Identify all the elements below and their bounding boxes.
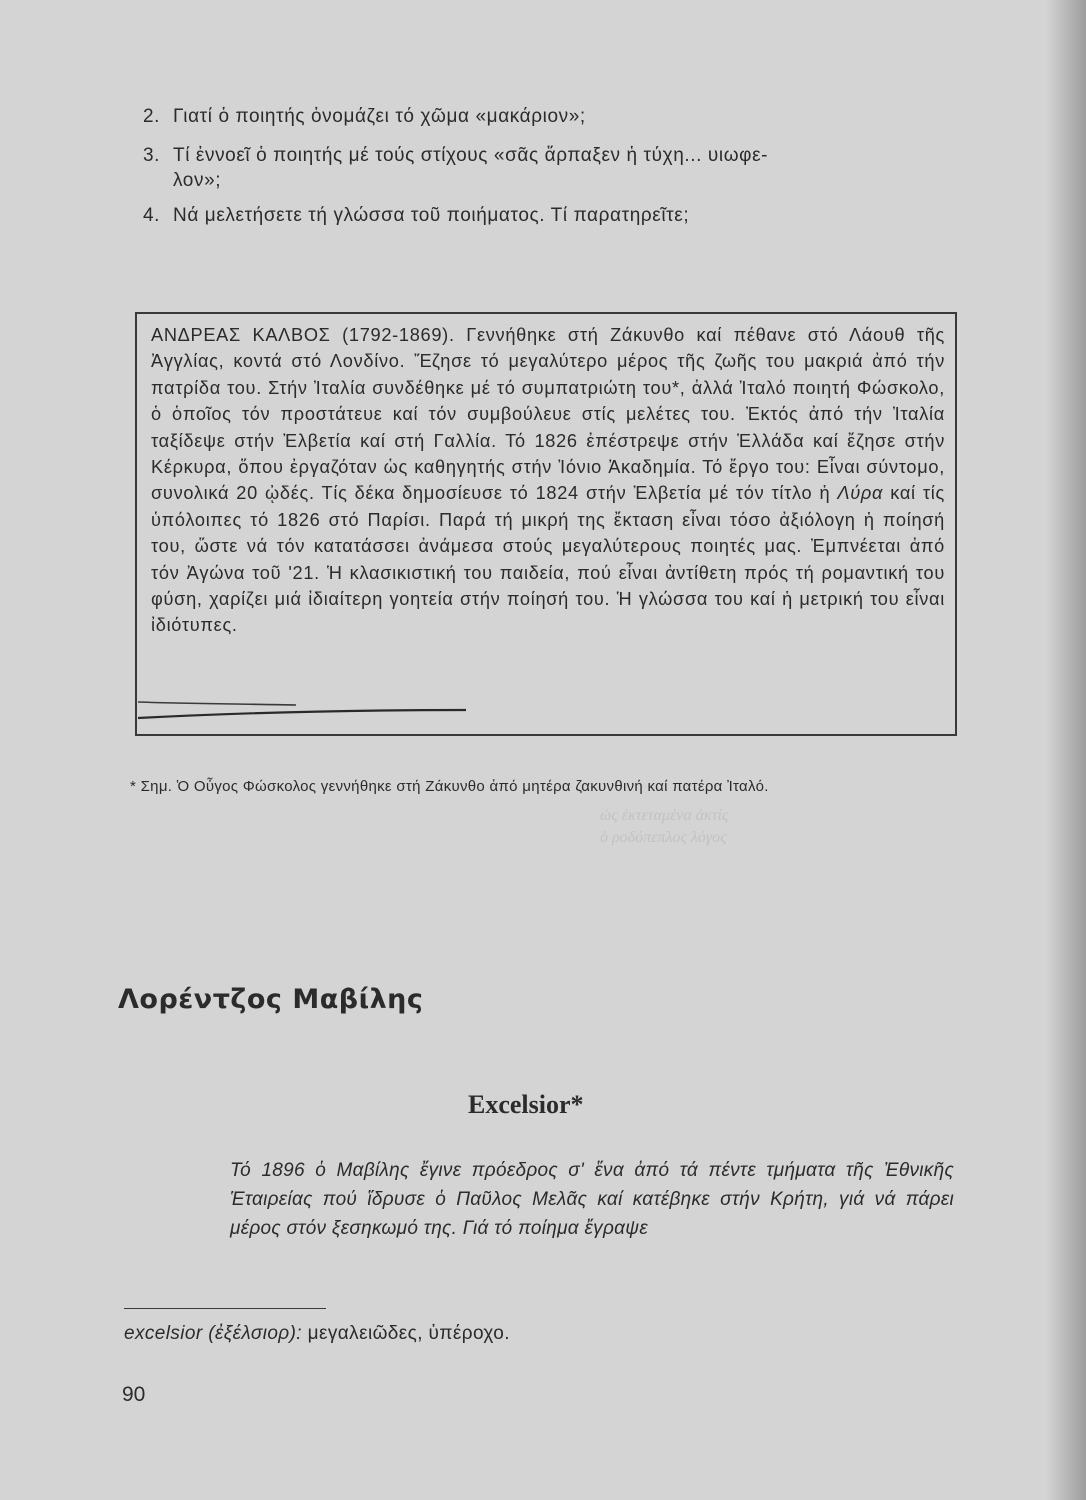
glossary-definition: μεγαλειῶδες, ὑπέροχο.	[307, 1323, 510, 1344]
pen-underline-mark	[136, 688, 466, 728]
poem-title: Excelsior*	[468, 1090, 584, 1119]
question-4	[143, 203, 689, 228]
glossary-note	[124, 1323, 510, 1345]
footnote: * Σημ. Ὁ Οὖγος Φώσκολος γεννήθηκε στή Ζάκυνθο ἀπό μητέρα ζακυνθινή καί πατέρα Ἰταλό.	[130, 778, 769, 795]
bleed-through: ὡς ἐκτεταμένα ἀκτίς ὁ ροδόπεπλος λόγος	[600, 807, 729, 846]
question-3	[143, 143, 768, 193]
biography-text-part2: καί τίς ὑπόλοιπες τό 1826 στό Παρίσι. Παρά τή μικρή της ἔκταση εἶναι τόσο ἀξιόλογη ἡ ποίησή του, ὥστε νά τόν κατατάσσει ἀνάμεσα στούς μεγαλύτερους ποιητές μας. Ἐμπνέεται ἀπό τόν Ἀγώνα τοῦ '21. Ἡ κλασικιστική του παιδεία, πού εἶναι ἀντίθετη πρός τή ρομαντική του φύση, χαρίζει μιά ἰδιαίτερη γοητεία στήν ποίησή του. Ἡ γλώσσα του καί ἡ μετρική του εἶναι ἰδιότυπες.	[151, 483, 945, 636]
question-number: 3.	[143, 145, 161, 166]
biography-text-part1: ΑΝΔΡΕΑΣ ΚΑΛΒΟΣ (1792-1869). Γεννήθηκε στή Ζάκυνθο καί πέθανε στό Λάουθ τῆς Ἀγγλίας, κοντά στό Λονδίνο. Ἔζησε τό μεγαλύτερο μέρος τῆς ζωῆς του μακριά ἀπό τήν πατρίδα του. Στήν Ἰταλία συνδέθηκε μέ τό συμπατριώτη του*, ἀλλά Ἰταλό ποιητή Φώσκολο, ὁ ὁποῖος τόν προστάτευε καί τόν συμβούλευε στίς μελέτες του. Ἐκτός ἀπό τήν Ἰταλία ταξίδεψε στήν Ἐλβετία καί στή Γαλλία. Τό 1826 ἐπέστρεψε στήν Ἑλλάδα καί ἔζησε στήν Κέρκυρα, ὅπου ἐργαζόταν ὡς καθηγητής στήν Ἰόνιο Ἀκαδημία. Τό ἔργο του: Εἶναι σύντομο, συνολικά 20 ᾠδές. Τίς δέκα δημοσίευσε τό 1824 στήν Ἐλβετία μέ τόν τίτλο ἡ	[151, 325, 945, 504]
biography-box	[135, 312, 957, 736]
footnote-rule	[124, 1308, 326, 1309]
question-text: Τί ἐννοεῖ ὁ ποιητής μέ τούς στίχους «σᾶς ἅρπαξεν ἡ τύχη... υιωφε-	[173, 145, 769, 166]
poem-introduction: Τό 1896 ὁ Μαβίλης ἔγινε πρόεδρος σ' ἕνα ἀπό τά πέντε τμήματα τῆς Ἐθνικῆς Ἑταιρείας πού ἵδρυσε ὁ Παῦλος Μελᾶς καί κατέβηκε στήν Κρήτη, γιά νά πάρει μέρος στόν ξεσηκωμό της. Γιά τό ποίημα ἔγραψε	[230, 1160, 954, 1239]
biography-italic-title: Λύρα	[837, 483, 884, 504]
question-continuation: λον»;	[173, 170, 222, 191]
question-number: 2.	[143, 106, 161, 127]
question-text: Νά μελετήσετε τή γλώσσα τοῦ ποιήματος. Τί παρατηρεῖτε;	[173, 205, 690, 226]
page-edge-shadow	[1046, 0, 1086, 1500]
biography-text	[151, 322, 945, 639]
page-number: 90	[122, 1383, 146, 1406]
poet-name-heading: Λορέντζος Μαβίλης	[118, 984, 424, 1015]
question-text: Γιατί ὁ ποιητής ὀνομάζει τό χῶμα «μακάριον»;	[173, 106, 586, 127]
glossary-term: excelsior (ἐξέλσιορ):	[124, 1323, 302, 1344]
question-2	[143, 104, 586, 129]
question-number: 4.	[143, 205, 161, 226]
